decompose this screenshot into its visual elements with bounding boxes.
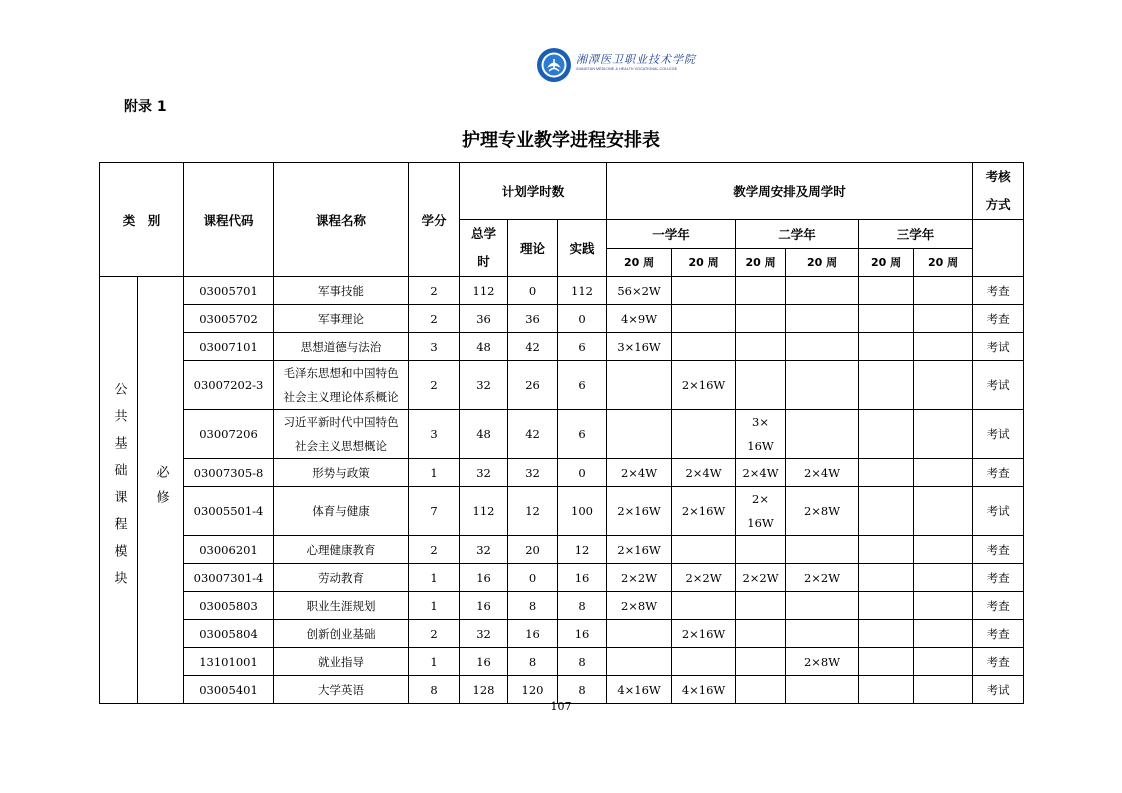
course-name xyxy=(274,487,409,536)
week-hours-5 xyxy=(859,410,914,459)
week-hours-3 xyxy=(736,277,786,305)
course-code: 03005803 xyxy=(184,592,274,620)
credit: 1 xyxy=(409,459,460,487)
week-hours-4 xyxy=(786,361,859,410)
course-code: 03005401 xyxy=(184,676,274,704)
total-hours: 112 xyxy=(460,277,508,305)
credit: 2 xyxy=(409,305,460,333)
week-hours-1 xyxy=(607,410,672,459)
week-hours-2 xyxy=(672,536,736,564)
course-name xyxy=(274,361,409,410)
table-row xyxy=(100,536,1024,564)
practice-hours: 100 xyxy=(558,487,607,536)
week-hours-4 xyxy=(786,410,859,459)
college-name-cn: 湘潭医卫职业技术学院 xyxy=(576,53,696,66)
credit: 2 xyxy=(409,620,460,648)
theory-hours: 42 xyxy=(508,333,558,361)
week-hours-1 xyxy=(607,648,672,676)
header-year-1: 一学年 xyxy=(607,220,736,249)
week-hours-4 xyxy=(786,333,859,361)
credit: 1 xyxy=(409,564,460,592)
table-row xyxy=(100,459,1024,487)
course-code: 03005701 xyxy=(184,277,274,305)
course-code: 13101001 xyxy=(184,648,274,676)
table-row xyxy=(100,487,1024,536)
week-hours-4 xyxy=(786,592,859,620)
week-hours-5 xyxy=(859,333,914,361)
table-row xyxy=(100,648,1024,676)
week-hours-1: 2×16W xyxy=(607,487,672,536)
header-week-3: 20 周 xyxy=(736,248,786,277)
week-hours-2 xyxy=(672,277,736,305)
course-name xyxy=(274,564,409,592)
course-name-line: 毛泽东思想和中国特色 xyxy=(283,366,399,380)
week-hours-1: 2×4W xyxy=(607,459,672,487)
week-hours-5 xyxy=(859,536,914,564)
course-name-line: 就业指导 xyxy=(318,654,365,669)
course-name-line: 军事理论 xyxy=(318,311,365,326)
course-name xyxy=(274,333,409,361)
week-hours-4: 2×2W xyxy=(786,564,859,592)
course-name-line: 形势与政策 xyxy=(312,465,370,480)
course-name-line: 职业生涯规划 xyxy=(306,598,376,613)
course-name-line: 社会主义理论体系概论 xyxy=(283,390,399,404)
week-hours-1: 2×8W xyxy=(607,592,672,620)
credit: 7 xyxy=(409,487,460,536)
credit: 2 xyxy=(409,361,460,410)
header-week-5: 20 周 xyxy=(859,248,914,277)
week-hours-1: 2×16W xyxy=(607,536,672,564)
total-hours: 32 xyxy=(460,536,508,564)
course-type-cell xyxy=(138,277,184,704)
table-row xyxy=(100,620,1024,648)
theory-hours: 0 xyxy=(508,277,558,305)
week-hours-3 xyxy=(736,536,786,564)
total-hours: 32 xyxy=(460,459,508,487)
total-hours: 16 xyxy=(460,592,508,620)
week-hours-6 xyxy=(914,361,973,410)
week-hours-4 xyxy=(786,277,859,305)
practice-hours: 112 xyxy=(558,277,607,305)
table-row xyxy=(100,277,1024,305)
week-hours-1 xyxy=(607,361,672,410)
total-hours: 32 xyxy=(460,361,508,410)
week-hours-line: 16W xyxy=(747,439,774,453)
week-hours-line: 3× xyxy=(752,415,769,429)
course-name-line: 社会主义思想概论 xyxy=(295,439,388,453)
practice-hours: 6 xyxy=(558,333,607,361)
theory-hours: 12 xyxy=(508,487,558,536)
week-hours-3 xyxy=(736,333,786,361)
college-name xyxy=(576,53,696,72)
week-hours-2: 4×16W xyxy=(672,676,736,704)
week-hours-1: 4×16W xyxy=(607,676,672,704)
week-hours-4: 2×4W xyxy=(786,459,859,487)
week-hours-2: 2×4W xyxy=(672,459,736,487)
theory-hours: 36 xyxy=(508,305,558,333)
header-year-2: 二学年 xyxy=(736,220,859,249)
header-total-hours xyxy=(460,220,508,277)
course-name xyxy=(274,620,409,648)
week-hours-5 xyxy=(859,592,914,620)
week-hours-3 xyxy=(736,487,786,536)
theory-hours: 8 xyxy=(508,648,558,676)
credit: 1 xyxy=(409,648,460,676)
week-hours-3 xyxy=(736,410,786,459)
credit: 3 xyxy=(409,410,460,459)
table-row xyxy=(100,410,1024,459)
table-row xyxy=(100,305,1024,333)
week-hours-4: 2×8W xyxy=(786,487,859,536)
credit: 2 xyxy=(409,277,460,305)
total-hours: 48 xyxy=(460,410,508,459)
table-row xyxy=(100,564,1024,592)
header-planned-hours: 计划学时数 xyxy=(460,163,607,220)
theory-hours: 8 xyxy=(508,592,558,620)
total-hours: 16 xyxy=(460,648,508,676)
header-category: 类 别 xyxy=(100,163,184,277)
schedule-body xyxy=(100,277,1024,704)
header-assessment xyxy=(973,163,1024,220)
module-cell xyxy=(100,277,138,704)
table-row xyxy=(100,333,1024,361)
theory-hours: 20 xyxy=(508,536,558,564)
week-hours-2 xyxy=(672,410,736,459)
theory-hours: 120 xyxy=(508,676,558,704)
week-hours-3: 2×4W xyxy=(736,459,786,487)
table-row xyxy=(100,592,1024,620)
week-hours-1 xyxy=(607,620,672,648)
week-hours-5 xyxy=(859,361,914,410)
total-hours: 48 xyxy=(460,333,508,361)
assessment-method: 考试 xyxy=(973,487,1024,536)
header-credit: 学分 xyxy=(409,163,460,277)
college-name-en: XIANGTAN MEDICINE & HEALTH VOCATIONAL COLLEGE xyxy=(576,67,678,71)
theory-hours: 32 xyxy=(508,459,558,487)
module-label: 公共基础课程模块 xyxy=(111,382,127,598)
theory-hours: 26 xyxy=(508,361,558,410)
week-hours-line: 16W xyxy=(747,516,774,530)
header-week-4: 20 周 xyxy=(786,248,859,277)
week-hours-3 xyxy=(736,592,786,620)
total-hours: 128 xyxy=(460,676,508,704)
week-hours-1: 2×2W xyxy=(607,564,672,592)
assessment-method: 考查 xyxy=(973,536,1024,564)
week-hours-6 xyxy=(914,592,973,620)
week-hours-6 xyxy=(914,487,973,536)
header-assessment-line1: 考核 xyxy=(985,169,1011,184)
week-hours-6 xyxy=(914,277,973,305)
week-hours-2: 2×16W xyxy=(672,361,736,410)
week-hours-6 xyxy=(914,333,973,361)
week-hours-5 xyxy=(859,620,914,648)
practice-hours: 6 xyxy=(558,410,607,459)
week-hours-4 xyxy=(786,536,859,564)
teaching-schedule-table xyxy=(99,162,1024,704)
week-hours-3 xyxy=(736,648,786,676)
course-name xyxy=(274,536,409,564)
week-hours-3 xyxy=(736,361,786,410)
course-name xyxy=(274,277,409,305)
total-hours: 36 xyxy=(460,305,508,333)
week-hours-6 xyxy=(914,536,973,564)
course-name-line: 习近平新时代中国特色 xyxy=(283,415,399,429)
week-hours-5 xyxy=(859,459,914,487)
week-hours-3: 2×2W xyxy=(736,564,786,592)
course-name xyxy=(274,592,409,620)
week-hours-1: 3×16W xyxy=(607,333,672,361)
course-name xyxy=(274,648,409,676)
practice-hours: 8 xyxy=(558,676,607,704)
assessment-method: 考查 xyxy=(973,592,1024,620)
theory-hours: 16 xyxy=(508,620,558,648)
header-course-code: 课程代码 xyxy=(184,163,274,277)
course-name xyxy=(274,459,409,487)
course-code: 03007206 xyxy=(184,410,274,459)
week-hours-6 xyxy=(914,564,973,592)
practice-hours: 0 xyxy=(558,305,607,333)
week-hours-3 xyxy=(736,305,786,333)
week-hours-4 xyxy=(786,305,859,333)
assessment-method: 考查 xyxy=(973,648,1024,676)
page-title: 护理专业教学进程安排表 xyxy=(462,130,660,151)
practice-hours: 8 xyxy=(558,592,607,620)
course-name-line: 大学英语 xyxy=(318,682,365,697)
week-hours-1: 4×9W xyxy=(607,305,672,333)
week-hours-4 xyxy=(786,620,859,648)
assessment-method: 考试 xyxy=(973,333,1024,361)
week-hours-6 xyxy=(914,459,973,487)
header-total-hours-line1: 总学 xyxy=(471,226,497,241)
assessment-method: 考查 xyxy=(973,277,1024,305)
practice-hours: 6 xyxy=(558,361,607,410)
assessment-method: 考试 xyxy=(973,410,1024,459)
credit: 8 xyxy=(409,676,460,704)
header-practice: 实践 xyxy=(558,220,607,277)
week-hours-3 xyxy=(736,620,786,648)
header-theory: 理论 xyxy=(508,220,558,277)
assessment-method: 考查 xyxy=(973,564,1024,592)
week-hours-2: 2×16W xyxy=(672,487,736,536)
header-total-hours-line2: 时 xyxy=(477,254,490,269)
course-name-line: 思想道德与法治 xyxy=(300,339,382,354)
header-weekly-schedule: 教学周安排及周学时 xyxy=(607,163,973,220)
table-row xyxy=(100,361,1024,410)
header-week-6: 20 周 xyxy=(914,248,973,277)
college-logo xyxy=(536,47,572,83)
course-name-line: 军事技能 xyxy=(318,283,365,298)
week-hours-4: 2×8W xyxy=(786,648,859,676)
total-hours: 16 xyxy=(460,564,508,592)
course-type-label: 必修 xyxy=(153,465,169,515)
header-course-name: 课程名称 xyxy=(274,163,409,277)
course-code: 03007305-8 xyxy=(184,459,274,487)
practice-hours: 12 xyxy=(558,536,607,564)
credit: 1 xyxy=(409,592,460,620)
week-hours-6 xyxy=(914,620,973,648)
week-hours-5 xyxy=(859,277,914,305)
week-hours-6 xyxy=(914,305,973,333)
week-hours-5 xyxy=(859,564,914,592)
course-name-line: 体育与健康 xyxy=(312,504,370,518)
assessment-method: 考查 xyxy=(973,620,1024,648)
course-name-line: 创新创业基础 xyxy=(306,626,376,641)
course-code: 03007301-4 xyxy=(184,564,274,592)
course-name xyxy=(274,410,409,459)
header-assessment-line2: 方式 xyxy=(985,197,1011,212)
header-week-2: 20 周 xyxy=(672,248,736,277)
course-code: 03005501-4 xyxy=(184,487,274,536)
assessment-method: 考查 xyxy=(973,305,1024,333)
week-hours-2 xyxy=(672,648,736,676)
page-number: 107 xyxy=(550,700,572,713)
course-name xyxy=(274,305,409,333)
course-code: 03005804 xyxy=(184,620,274,648)
week-hours-2 xyxy=(672,592,736,620)
practice-hours: 16 xyxy=(558,620,607,648)
theory-hours: 42 xyxy=(508,410,558,459)
total-hours: 32 xyxy=(460,620,508,648)
course-code: 03006201 xyxy=(184,536,274,564)
assessment-method: 考试 xyxy=(973,676,1024,704)
course-name-line: 心理健康教育 xyxy=(306,542,376,557)
week-hours-6 xyxy=(914,648,973,676)
total-hours: 112 xyxy=(460,487,508,536)
week-hours-2 xyxy=(672,305,736,333)
practice-hours: 8 xyxy=(558,648,607,676)
header-assessment-blank xyxy=(973,220,1024,277)
week-hours-2: 2×2W xyxy=(672,564,736,592)
week-hours-2 xyxy=(672,333,736,361)
assessment-method: 考试 xyxy=(973,361,1024,410)
week-hours-1: 56×2W xyxy=(607,277,672,305)
theory-hours: 0 xyxy=(508,564,558,592)
week-hours-6 xyxy=(914,410,973,459)
course-name-line: 劳动教育 xyxy=(318,570,365,585)
assessment-method: 考查 xyxy=(973,459,1024,487)
credit: 3 xyxy=(409,333,460,361)
course-code: 03007202-3 xyxy=(184,361,274,410)
week-hours-5 xyxy=(859,648,914,676)
course-code: 03005702 xyxy=(184,305,274,333)
practice-hours: 16 xyxy=(558,564,607,592)
week-hours-5 xyxy=(859,487,914,536)
week-hours-line: 2× xyxy=(752,492,769,506)
week-hours-2: 2×16W xyxy=(672,620,736,648)
practice-hours: 0 xyxy=(558,459,607,487)
appendix-label: 附录 1 xyxy=(124,99,167,115)
header-year-3: 三学年 xyxy=(859,220,973,249)
credit: 2 xyxy=(409,536,460,564)
course-code: 03007101 xyxy=(184,333,274,361)
week-hours-5 xyxy=(859,305,914,333)
header-week-1: 20 周 xyxy=(607,248,672,277)
